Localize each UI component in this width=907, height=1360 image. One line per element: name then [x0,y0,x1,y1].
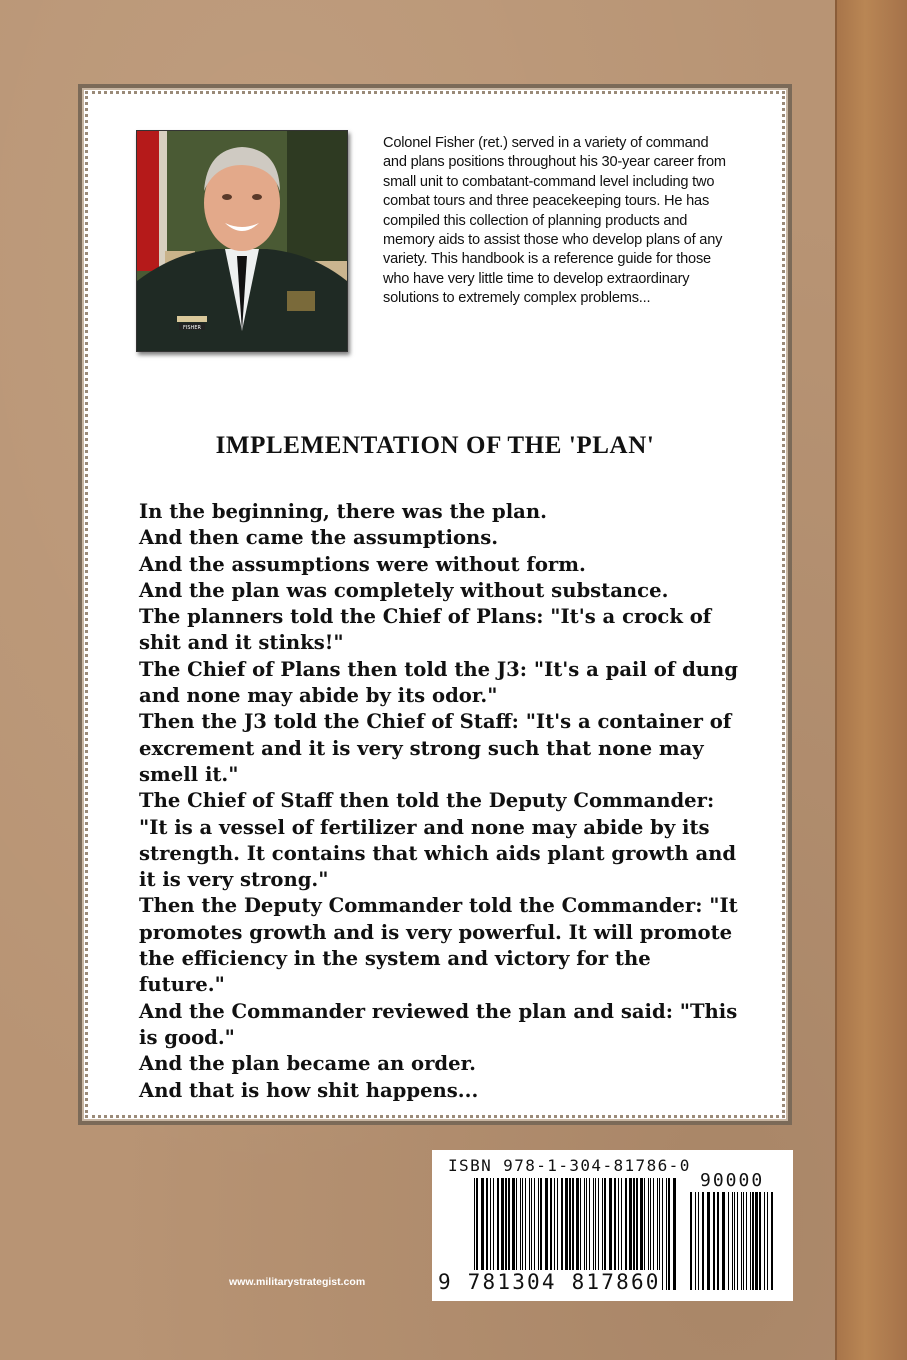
addon-bar [707,1192,710,1290]
addon-bar [698,1192,699,1290]
website-url: www.militarystrategist.com [229,1276,366,1288]
author-bio [383,134,733,309]
addon-bar [695,1192,696,1290]
barcode-bar [666,1178,667,1290]
cover-edge-strip [835,0,907,1360]
poem-line: In the beginning, there was the plan. [139,500,547,523]
addon-bar [743,1192,744,1290]
addon-bar [771,1192,773,1290]
author-photo [136,130,348,352]
addon-bar [732,1192,733,1290]
poem-line: The planners told the Chief of Plans: "It's a crock of shit and it stinks!" [139,605,712,655]
poem-body [139,499,739,1104]
addon-bar [752,1192,754,1290]
addon-bar [713,1192,715,1290]
bio-text: Colonel Fisher (ret.) served in a variety of command and plans positions throughout his 30-year career from small unit to combatant-command level including two combat tours and three peacekeeping tours. He has compiled this collection of planning products and memory aids to assist those who develop plans of any variety. This handbook is a reference guide for those who have very little time to develop extraordinary solutions to extremely complex problems... [383,135,726,307]
name-tape: FISHER [183,325,201,331]
addon-bar [750,1192,751,1290]
isbn-label: ISBN 978-1-304-81786-0 [448,1156,691,1175]
poem-line: And then came the assumptions. [139,526,499,550]
addon-bar [741,1192,742,1290]
addon-bar [728,1192,729,1290]
poem-line: Then the J3 told the Chief of Staff: "It's a container of excrement and it is very strong such that none may smell it." [139,710,732,786]
poem-line: The Chief of Plans then told the J3: "It's a pail of dung and none may abide by its odor." [139,657,738,708]
addon-bar [737,1192,738,1290]
poem-line: And the plan was completely without substance. [139,578,669,602]
addon-bar [759,1192,761,1290]
addon-bar [767,1192,768,1290]
addon-bar [734,1192,735,1290]
addon-bar [746,1192,747,1290]
addon-bar [717,1192,719,1290]
barcode-bar [673,1178,676,1290]
addon-bar [690,1192,692,1290]
poem-line: And the plan became an order. [139,1052,476,1076]
barcode-bar [668,1178,670,1290]
poem-line: And that is how shit happens... [139,1078,479,1102]
addon-bar [764,1192,765,1290]
addon-bar [702,1192,704,1290]
poem-title: IMPLEMENTATION OF THE 'PLAN' [215,432,655,459]
poem-line: Then the Deputy Commander told the Commander: "It promotes growth and is very powerful. It will promote the efficiency in the system and victory for the future." [139,894,738,997]
price-code: 90000 [700,1170,765,1191]
addon-bar [722,1192,725,1290]
poem-line: And the assumptions were without form. [139,552,586,576]
poem-line: And the Commander reviewed the plan and said: "This is good." [139,999,738,1049]
addon-bar [755,1192,758,1290]
barcode-bar [662,1178,663,1290]
isbn-digits: 9 781304 817860 [438,1270,661,1294]
poem-line: The Chief of Staff then told the Deputy Commander: "It is a vessel of fertilizer and none may abide by its strength. It contains that which aids plant growth and it is very strong." [139,789,737,892]
